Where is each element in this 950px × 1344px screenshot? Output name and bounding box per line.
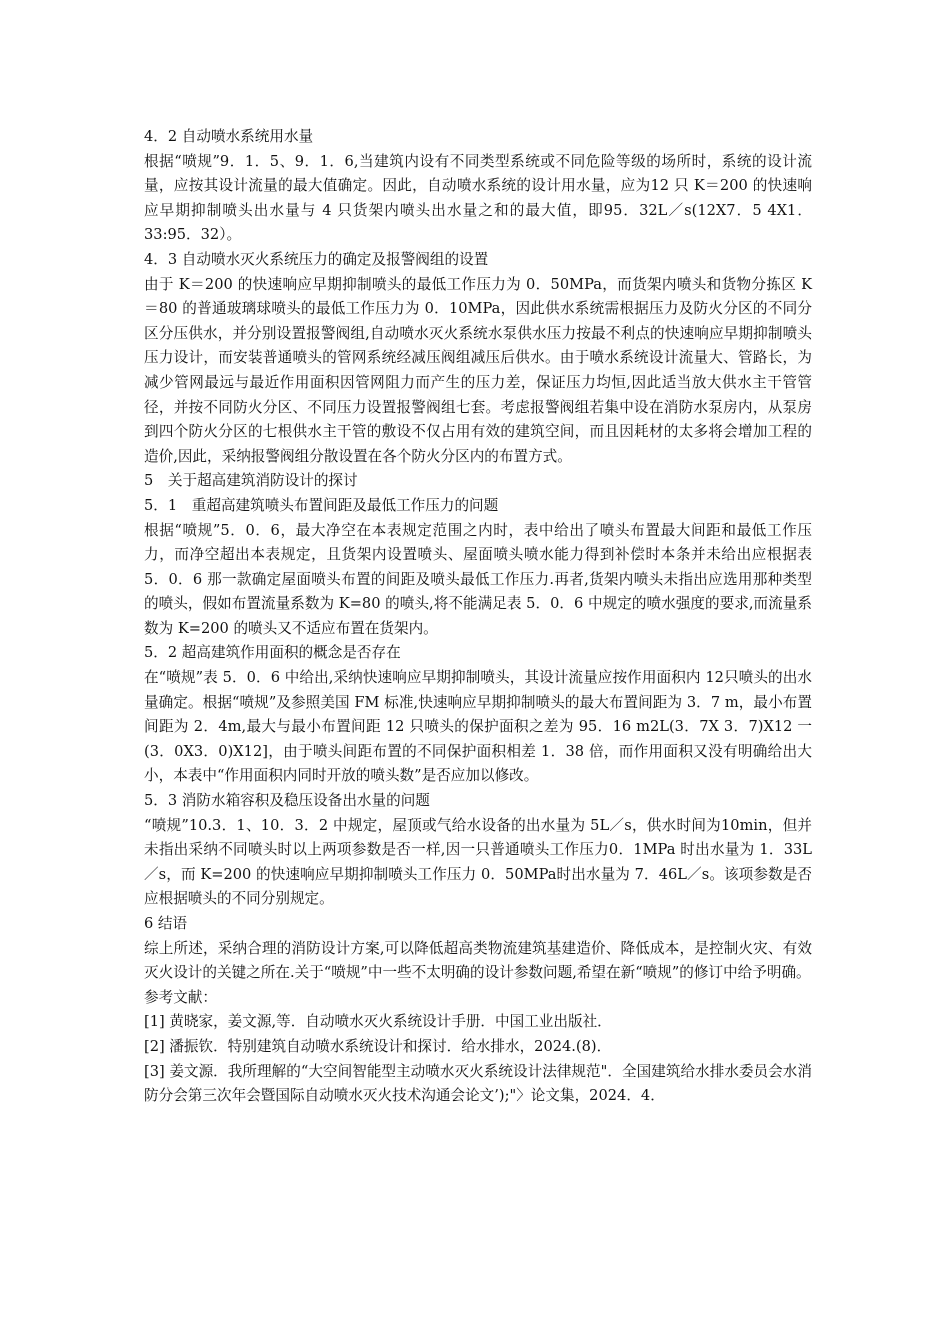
section-heading-5-3: 5．3 消防水箱容积及稳压设备出水量的问题 — [144, 792, 430, 810]
reference-item: [1] 黄晓家，姜文源,等．自动喷水灭火系统设计手册．中国工业出版社． — [144, 1013, 612, 1031]
paragraph-pressure-alarm-valves: 由于 K＝200 的快速响应早期抑制喷头的最低工作压力为 0．50MPa，而货架内喷头和货物分拣区 K＝80 的普通玻璃球喷头的最低工作压力为 0．10MPa，因此供水系统需根据压力及防火分区的不同分区分压供水，并分别设置报警阀组,自动喷水灭火系统水泵供水压力按最不利点的快速响应早期抑制喷头压力设计，而安装普通喷头的管网系统经减压阀组减压后供水。由于喷水系统设计流量大、管路长，为减少管网最远与最近作用面积因管网阻力而产生的压力差，保证压力均恒,因此适当放大供水主干管管径，并按不同防火分区、不同压力设置报警阀组七套。考虑报警阀组若集中设在消防水泵房内，从泵房到四个防火分区的七根供水主干管的敷设不仅占用有效的建筑空间，而且因耗材的太多将会增加工程的造价,因此，采纳报警阀组分散设置在各个防火分区内的布置方式。 — [144, 275, 812, 465]
section-heading-6: 6 结语 — [144, 915, 188, 932]
paragraph-water-tank: “喷规”10.3．1、10．3．2 中规定，屋顶或气给水设备的出水量为 5L／s，供水时间为10min，但并未指出采纳不同喷头时以上两项参数是否一样,因一只普通喷头工作压力0．1MPa 时出水量为 1．33L／s，而 K=200 的快速响应早期抑制喷头工作压力 0．50MPa时出水量为 7．46L／s。该项参数是否应根据喷头的不同分别规定。 — [144, 816, 812, 908]
section-heading-5-2: 5．2 超高建筑作用面积的概念是否存在 — [144, 644, 401, 662]
section-heading-5: 5 关于超高建筑消防设计的探讨 — [144, 472, 358, 490]
reference-item: [3] 姜文源．我所理解的“大空间智能型主动喷水灭火系统设计法律规范"．全国建筑给水排水委员会水消防分会第三次年会暨国际自动喷水灭火技术沟通会论文’);"〉论文集，2024．4． — [144, 1062, 812, 1105]
document-body — [144, 125, 812, 1109]
paragraph-sprinkler-spacing: 根据“喷规”5．0．6，最大净空在本表规定范围之内时，表中给出了喷头布置最大间距和最低工作压力，而净空超出本表规定，且货架内设置喷头、屋面喷头喷水能力得到补偿时本条并未给出应根据表 5．0．6 那一款确定屋面喷头布置的间距及喷头最低工作压力.再者,货架内喷头未指出应选用那种类型的喷头，假如布置流量系数为 K=80 的喷头,将不能满足表 5．0．6 中规定的喷水强度的要求,而流量系数为 K=200 的喷头又不适应布置在货架内。 — [144, 521, 812, 637]
section-heading-4-2: 4．2 自动喷水系统用水量 — [144, 128, 314, 145]
section-heading-5-1: 5．1 重超高建筑喷头布置间距及最低工作压力的问题 — [144, 496, 499, 514]
section-heading-4-3: 4．3 自动喷水灭火系统压力的确定及报警阀组的设置 — [144, 250, 489, 268]
references-heading: 参考文献： — [144, 988, 217, 1006]
paragraph-water-demand: 根据“喷规”9．1．5、9．1．6,当建筑内设有不同类型系统或不同危险等级的场所时，系统的设计流量，应按其设计流量的最大值确定。因此，自动喷水系统的设计用水量，应为12 只 K＝200 的快速响应早期抑制喷头出水量与 4 只货架内喷头出水量之和的最大值，即95．32L／s(12X7．5 4X1．33:95．32）。 — [144, 152, 812, 244]
reference-item: [2] 潘振钦．特别建筑自动喷水系统设计和探讨．给水排水，2024.(8)． — [144, 1037, 612, 1055]
paragraph-operating-area: 在“喷规”表 5．0．6 中给出,采纳快速响应早期抑制喷头，其设计流量应按作用面积内 12只喷头的出水量确定。根据“喷规”及参照美国 FM 标准,快速响应早期抑制喷头的最大布置间距为 3．7 m，最小布置间距为 2．4m,最大与最小布置间距 12 只喷头的保护面积之差为 95．16 m2L(3．7X 3．7)X12 一(3．0X3．0)X12]，由于喷头间距布置的不同保护面积相差 1．38 倍，而作用面积又没有明确给出大小，本表中“作用面积内同时开放的喷头数”是否应加以修改。 — [144, 669, 812, 785]
paragraph-conclusion: 综上所述，采纳合理的消防设计方案,可以降低超高类物流建筑基建造价、降低成本，是控制火灾、有效灭火设计的关键之所在.关于“喷规”中一些不太明确的设计参数问题,希望在新“喷规”的修订中给予明确。 — [144, 939, 812, 982]
